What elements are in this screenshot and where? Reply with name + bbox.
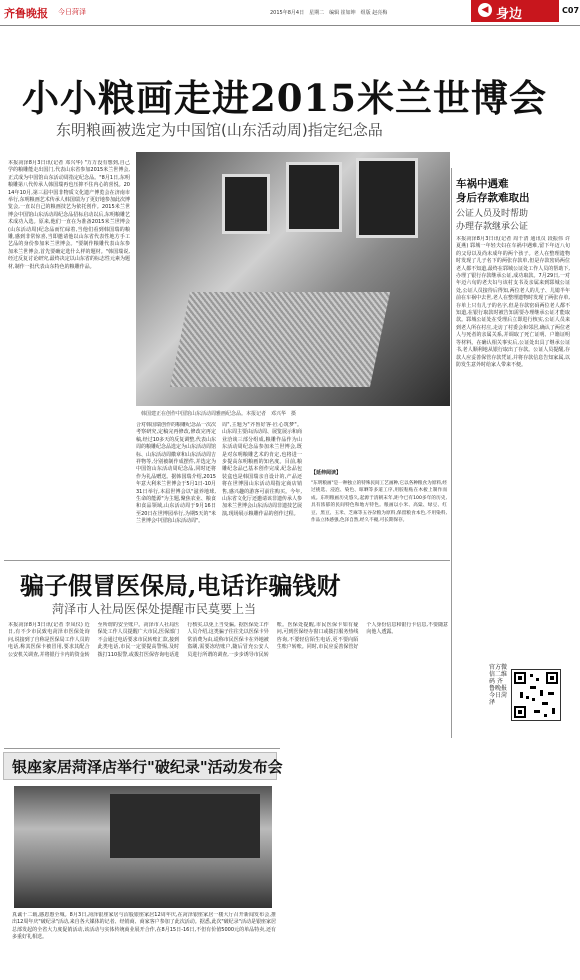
sidebar-subtitle-line1: 公证人员及时帮助 [456,209,529,219]
sidebar-title-line2: 身后存款难取出 [456,192,530,204]
sidebar-body: 本报菏泽8月3日讯(记者 周千清 通讯员 段振伟 许夏燕) 郓城一年轻夫妇在车祸中遇难,留下年迈八旬的父母以及尚未成年的两个孩子。老人在整理遗物时发现了儿子名下的两张存款单,但是存款密码两位老人都不知道,最终在郓城公证处工作人员的帮助下,办理了银行存款继承公证,成功取款。7月29日,一对年迈六旬的老夫妇与该村支书及亲属来到郓城公证处,公证人员接待后得知,两位老人的儿子、儿媳半年前在车祸中去世,老人在整理遗物时发现了两张存单,存单上只有儿子的名字,但是存款密码两位老人都不知道,在银行取款时被告知需要办理继承公证才能取款。郓城公证处在受理后立即进行核实,公证人员来到老人所在村庄,走访了村委会和邻居,确认了两位老人与死者的亲属关系,并调取了死亡证明、户籍证明等材料。在确认相关事实后,公证处出具了继承公证书,老人顺利地从银行取出了存款。公证人员提醒,存款人应妥善保管存款凭证,并将存款信息告知家属,以防发生意外时给家人带来不便。 [456,236,570,368]
blank-area [286,752,570,974]
story2-body: 本报菏泽8月3日讯(记者 李凤仪) 近日,有不少市民致电菏泽市医保处询问,说接到了自称是医保局工作人员的电话,称其医保卡被冒用,要求其配合公安机关调查,并将银行卡内的资金转至所谓的安全账户。菏泽市人社局医保处工作人员提醒广大市民,医保部门不会通过电话要求市民转账汇款,接到此类电话,市民一定要提高警惕,及时拨打110报警,或拨打医保咨询电话进行核实,以免上当受骗。据医保处工作人员介绍,这类骗子往往先以医保卡异常消费为由,谎称市民医保卡在外地被盗刷,需要冻结账户,随后冒充公安人员进行所谓的调查,一步步诱导市民转账。医保处提醒,市民医保卡如有疑问,可到医保经办窗口或拨打服务热线咨询,不要轻信陌生电话,更不要向陌生账户转账。同时,市民应妥善保管好个人身份信息和银行卡信息,不要随意向他人透露。 [8,622,448,658]
section-divider [4,748,280,749]
story3-body: 真诚十二载,感恩惠全城。8月3日,菏泽银座家居与沼股银座家居12周年庆,在菏泽银座家居一楼大厅召开新闻发布会,推出12周年庆"破纪录"活动,来自各大媒体的记者、经销商、商家客户参加了此次活动。据悉,此次"破纪录"活动是银座家居总部发起的全省大力度促销活动,该活动与实体传统商业展开合作,在8月15日-16日,不但有价值5000元的单品特卖,还有多重好礼相送。 [12,912,276,941]
further-reading-label: 【延伸阅读】 [311,470,342,476]
grain-painting [170,292,390,387]
newspaper-logo: 齐鲁晚报 [4,7,48,20]
photo-frame [286,162,342,232]
sidebar-title-line1: 车祸中遇难 [456,178,509,190]
photo-frame [356,158,418,238]
section-arrow-icon: ◀ [478,3,492,17]
photo-frame [222,174,270,234]
edition-name: 今日菏泽 [58,8,86,16]
story1-column-2: 合对韩国瑞创作的粮雕纪念品一次次考察研究,定稿完再修改,修改完再定稿,经过10多天的反复调整,代表山东周的粮雕纪念品选定为山东活动周馆标、山东活动周徽章和山东活动周吉祥物等,分别被制作成摆件,并选定为中国馆山东活动周纪念品,同时还将作为礼品赠送。据韩国瑞介绍,2015年意大利米兰世博会于5月1日-10月31日举行,本届世博会以"滋养地球,生命的能源"为主题,聚焦农业、粮食和食品领域,山东活动周于9月16日至20日在世博园举行,为期5天的"米兰世博会中国馆山东活动周"。 [136,422,216,525]
story1-photo [136,152,450,406]
story1-column-4: "东明粮画"是一种独立的特殊民间工艺画种,它以各种粮食为原料,经过挑选、浸泡、染色、晾晒等多道工序,用胶粘贴在木板上制作而成。东明粮画历史悠久,起源于清朝末年,距今已有100多年的历史,具有浓郁的民间特色和地方特色。粮画以小米、高粱、绿豆、红豆、黑豆、玉米、芝麻等五谷杂粮为原料,保留粮食本色,不用染料,作品立体感强,色泽自然,经久不褪,可长期保存。 [311,481,447,524]
story3-headline: 银座家居菏泽店举行"破纪录"活动发布会 [12,758,283,776]
qr-code-label: 官方微信二维码 齐鲁晚报今日菏泽 [489,664,508,706]
sidebar-subtitle-line2: 办理存款继承公证 [456,222,529,232]
section-name: 身边 [496,7,523,22]
story2-subheadline: 菏泽市人社局医保处提醒市民莫要上当 [52,602,257,616]
story1-headline: 小小粮画走进2015米兰世博会 [22,76,547,120]
story1-column-1: 本报菏泽8月3日讯(记者 邓兴华) "万万没有想到,自己学的粮雕能走出国门,代表山东省参加2015米兰世博会,正式成为中国馆山东活动周指定纪念品。"8月1日,东明粮雕第八代传承人韩国瑞再也压抑不住内心的喜悦。2014年10月,第三届中国非物质文化遗产博览会在济南市举行,东明粮画艺术传承人韩国瑞为了更好地参加此次博览会,一直以自己的粮画技艺为依托创作。2015米兰世博会中国馆山东活动周纪念品招标启动以后,东明粮雕艺术成功入选。原来,他们一直在为准备2015米兰世博会(山东活动周)纪念品而忙碌着,当他们看到韩国瑞的粮雕,感到非常惊喜,当即邀请他以山东省代表性地方手工艺品的身份参加米兰世博会。"要制作粮雕代表山东参加米兰世博会,首先要确定选什么样的题材。"韩国瑞说,经过反复讨论研究,最终决定以山东省的标志性元素为题材,制作一批代表山东特色的粮雕作品。 [8,160,130,270]
story1-subheadline: 东明粮画被选定为中国馆(山东活动周)指定纪念品 [56,121,383,139]
dateline: 2015年8月4日 星期二 编辑 崔如坤 组版 赵亮梅 [270,10,388,16]
qr-code-icon [511,669,561,721]
page-number: C07 [562,6,580,15]
story1-column-3: 周",主题为"齐鲁好客·匠心筑梦"。山东周主要由活动周、展览展示和商业洽谈三部分组成,粮雕作品作为山东活动周纪念品参加米兰世博会,既是对东明粮雕艺术的肯定,也将进一步提高东明粮画的知名度。目前,粮雕纪念品已基本创作完成,纪念品包装盒也是韩国瑞亲自设计的,产品还将在世博园山东活动周指定商店销售,感兴趣的游客可前往购买。今年,山东省文化厅还邀请该非遗传承人参加米兰世博会山东活动周非遗技艺展演,现场展示粮雕作品的创作过程。 [222,422,302,517]
story3-photo [14,786,272,908]
story2-headline: 骗子假冒医保局,电话诈骗钱财 [20,571,341,600]
section-divider [4,560,450,561]
column-divider [451,168,452,738]
event-stage-board [110,794,260,858]
story1-photo-caption: 韩国建正在创作中国馆山东活动周雅画纪念品。本报记者 邓兴华 摄 [141,411,297,417]
